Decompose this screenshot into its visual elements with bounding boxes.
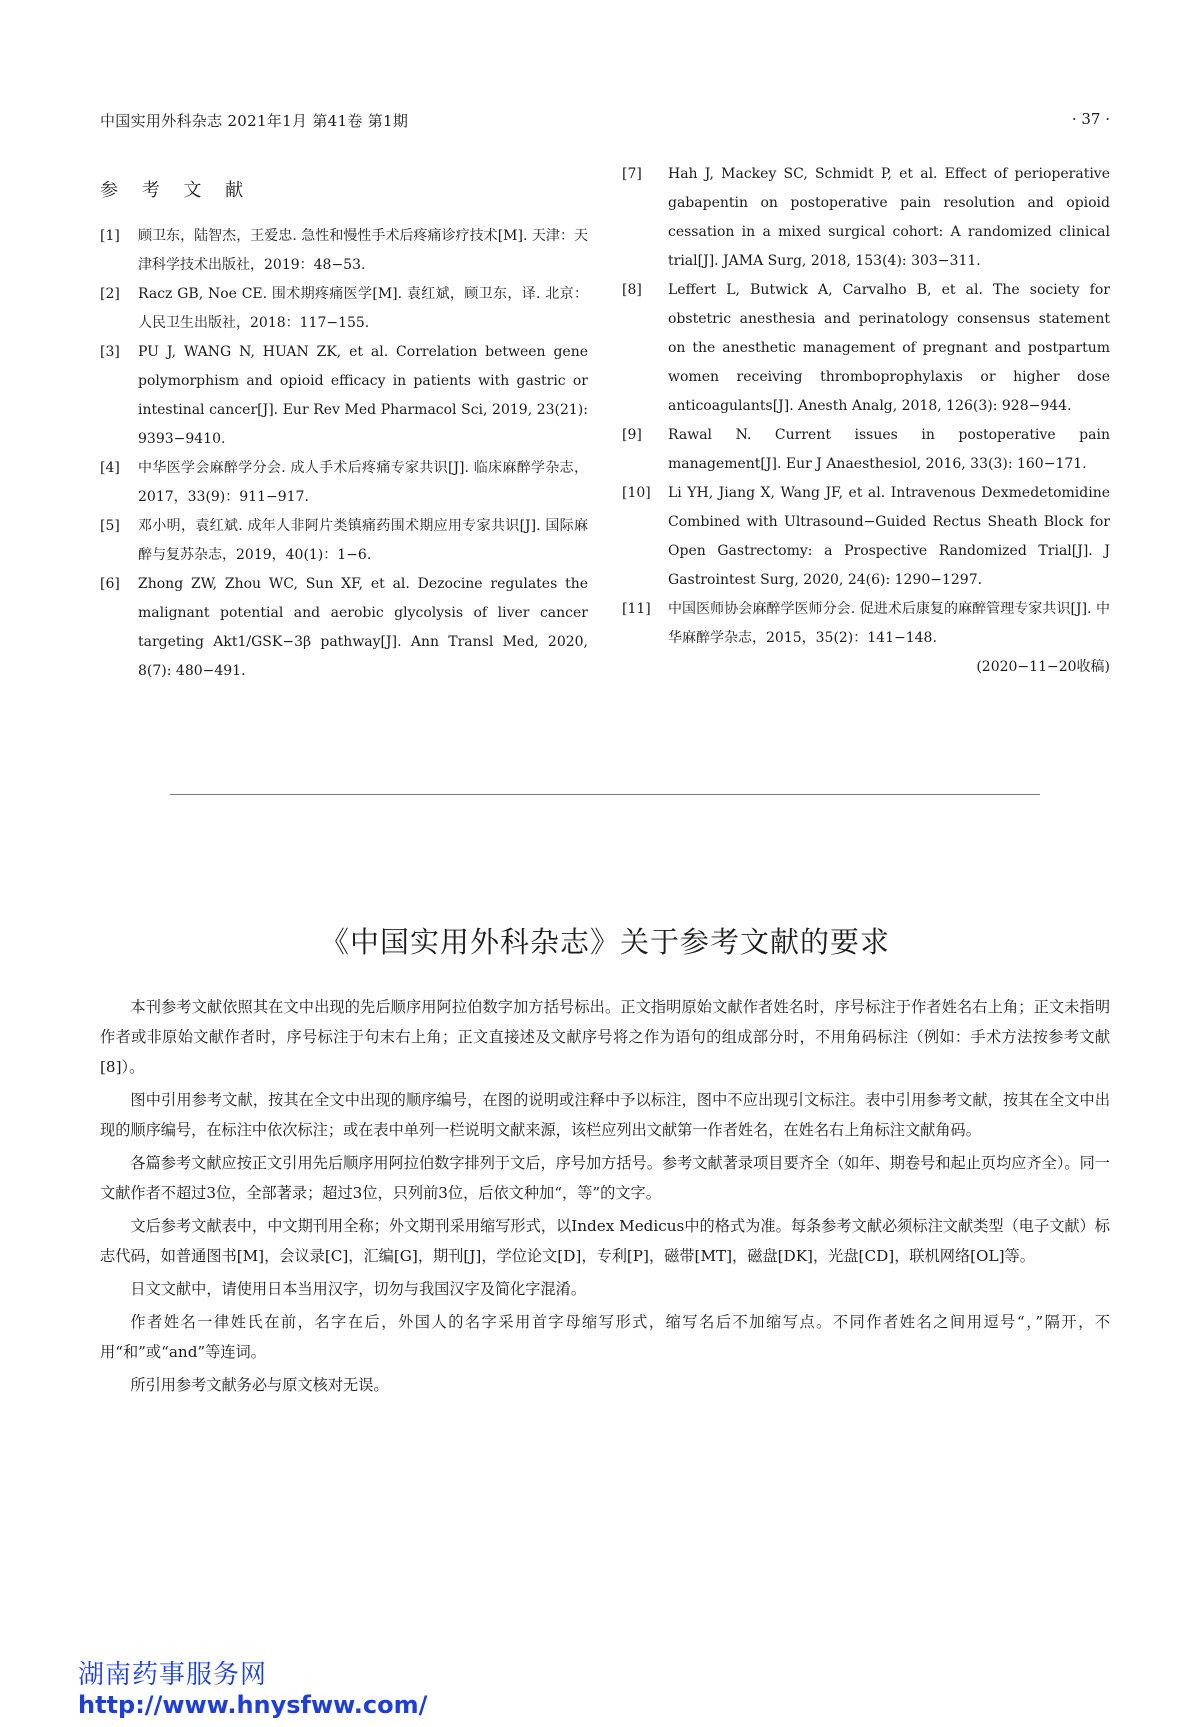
- journal-info: 中国实用外科杂志 2021年1月 第41卷 第1期: [100, 112, 409, 130]
- reference-text: Li YH, Jiang X, Wang JF, et al. Intravenous Dexmedetomidine Combined with Ultrasound−Guided Rectus Sheath Block for Open Gastrectomy: a Prospective Randomized Trial[J]. J Gastrointest Surg, 2020, 24(6): 1290−1297.: [668, 485, 1110, 588]
- section-divider: [170, 794, 1040, 795]
- references-left-column: [100, 222, 588, 686]
- notice-paragraph: 所引用参考文献务必与原文核对无误。: [130, 1376, 389, 1394]
- reference-item: [622, 479, 1110, 595]
- references-heading: 参 考 文 献: [100, 180, 253, 201]
- reference-number: [1]: [100, 228, 120, 244]
- reference-item: [100, 570, 588, 686]
- reference-number: [5]: [100, 518, 120, 534]
- reference-number: [7]: [622, 166, 642, 182]
- reference-item: [100, 280, 588, 338]
- reference-item: [100, 454, 588, 512]
- reference-text: Racz GB, Noe CE. 围术期疼痛医学[M]. 袁红斌，顾卫东，译. 北京：人民卫生出版社，2018：117−155.: [138, 286, 588, 331]
- reference-item: [622, 595, 1110, 653]
- notice-paragraph: 日文文献中，请使用日本当用汉字，切勿与我国汉字及简化字混淆。: [130, 1280, 587, 1298]
- notice-paragraph: 各篇参考文献应按正文引用先后顺序用阿拉伯数字排列于文后，序号加方括号。参考文献著录项目要齐全（如年、期卷号和起止页均应齐全）。同一文献作者不超过3位，全部著录；超过3位，只列前3位，后依文种加“，等”的文字。: [100, 1154, 1110, 1202]
- reference-text: 顾卫东，陆智杰，王爱忠. 急性和慢性手术后疼痛诊疗技术[M]. 天津：天津科学技术出版社，2019：48−53.: [138, 228, 588, 273]
- reference-number: [3]: [100, 344, 120, 360]
- notice-paragraph: 本刊参考文献依照其在文中出现的先后顺序用阿拉伯数字加方括号标出。正文指明原始文献作者姓名时，序号标注于作者姓名右上角；正文未指明作者或非原始文献作者时，序号标注于句末右上角；正文直接述及文献序号将之作为语句的组成部分时，不用角码标注（例如：手术方法按参考文献[8]）。: [100, 998, 1110, 1076]
- reference-text: Rawal N. Current issues in postoperative pain management[J]. Eur J Anaesthesiol, 2016, 33(3): 160−171.: [668, 427, 1110, 472]
- notice-paragraph: 图中引用参考文献，按其在全文中出现的顺序编号，在图的说明或注释中予以标注，图中不应出现引文标注。表中引用参考文献，按其在全文中出现的顺序编号，在标注中依次标注；或在表中单列一栏说明文献来源，该栏应列出文献第一作者姓名，在姓名右上角标注文献角码。: [100, 1091, 1110, 1139]
- reference-item: [622, 276, 1110, 421]
- reference-item: [100, 512, 588, 570]
- page-number: · 37 ·: [1071, 110, 1110, 128]
- references-right-column: [622, 160, 1110, 682]
- notice-body: [100, 992, 1110, 1403]
- reference-text: Leffert L, Butwick A, Carvalho B, et al. The society for obstetric anesthesia and perinatology consensus statement on the anesthetic management of pregnant and postpartum women receiving thromboprophylaxis or higher dose anticoagulants[J]. Anesth Analg, 2018, 126(3): 928−944.: [668, 282, 1110, 414]
- received-date: (2020−11−20收稿): [976, 659, 1110, 675]
- reference-number: [4]: [100, 460, 120, 476]
- running-header: [100, 110, 1110, 136]
- reference-item: [100, 338, 588, 454]
- reference-item: [100, 222, 588, 280]
- notice-paragraph: 作者姓名一律姓氏在前，名字在后，外国人的名字采用首字母缩写形式，缩写名后不加缩写点。不同作者姓名之间用逗号“，”隔开，不用“和”或“and”等连词。: [100, 1313, 1110, 1361]
- reference-text: 中国医师协会麻醉学医师分会. 促进术后康复的麻醉管理专家共识[J]. 中华麻醉学杂志，2015，35(2)：141−148.: [668, 601, 1110, 646]
- site-watermark: [78, 1660, 427, 1720]
- watermark-site-name: 湖南药事服务网: [78, 1660, 268, 1690]
- notice-paragraph: 文后参考文献表中，中文期刊用全称；外文期刊采用缩写形式，以Index Medicus中的格式为准。每条参考文献必须标注文献类型（电子文献）标志代码，如普通图书[M]，会议录[C]，汇编[G]，期刊[J]，学位论文[D]，专利[P]，磁带[MT]，磁盘[DK]，光盘[CD]，联机网络[OL]等。: [100, 1217, 1110, 1265]
- reference-text: Zhong ZW, Zhou WC, Sun XF, et al. Dezocine regulates the malignant potential and aerobic glycolysis of liver cancer targeting Akt1/GSK−3β pathway[J]. Ann Transl Med, 2020, 8(7): 480−491.: [138, 576, 588, 679]
- reference-number: [11]: [622, 601, 651, 617]
- reference-item: [622, 160, 1110, 276]
- notice-title: 《中国实用外科杂志》关于参考文献的要求: [319, 925, 890, 959]
- reference-number: [2]: [100, 286, 120, 302]
- reference-item: [622, 421, 1110, 479]
- reference-number: [9]: [622, 427, 642, 443]
- reference-text: PU J, WANG N, HUAN ZK, et al. Correlation between gene polymorphism and opioid efficacy in patients with gastric or intestinal cancer[J]. Eur Rev Med Pharmacol Sci, 2019, 23(21): 9393−9410.: [138, 344, 588, 447]
- reference-text: Hah J, Mackey SC, Schmidt P, et al. Effect of perioperative gabapentin on postoperative pain resolution and opioid cessation in a mixed surgical cohort: A randomized clinical trial[J]. JAMA Surg, 2018, 153(4): 303−311.: [668, 166, 1110, 269]
- reference-text: 邓小明，袁红斌. 成年人非阿片类镇痛药围术期应用专家共识[J]. 国际麻醉与复苏杂志，2019，40(1)：1−6.: [138, 518, 588, 563]
- reference-number: [10]: [622, 485, 651, 501]
- reference-number: [8]: [622, 282, 642, 298]
- reference-text: 中华医学会麻醉学分会. 成人手术后疼痛专家共识[J]. 临床麻醉学杂志，2017，33(9)：911−917.: [138, 460, 588, 505]
- reference-number: [6]: [100, 576, 120, 592]
- watermark-url[interactable]: http://www.hnysfww.com/: [78, 1691, 428, 1719]
